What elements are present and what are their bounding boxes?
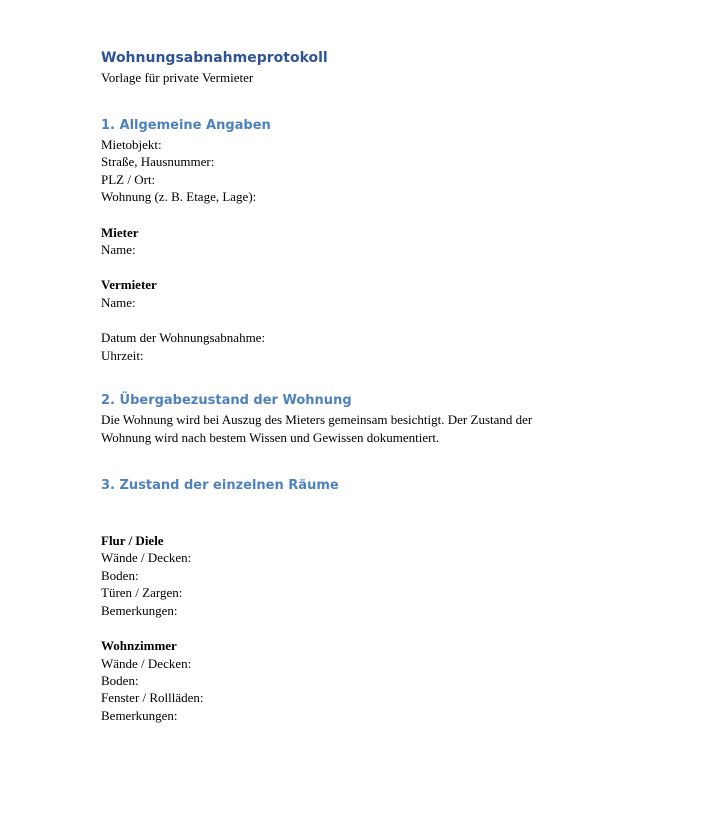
section-2-heading: 2. Übergabezustand der Wohnung	[101, 393, 352, 409]
section-1-heading: 1. Allgemeine Angaben	[101, 118, 271, 133]
document-subtitle: Vorlage für private Vermieter	[101, 70, 254, 85]
landlord-label: Vermieter	[101, 277, 157, 293]
date-field: Datum der Wohnungsabnahme:	[101, 330, 266, 346]
tenant-name-field: Name:	[101, 242, 136, 258]
tenant-label: Mieter	[101, 224, 139, 240]
room-field-remarks: Bemerkungen:	[101, 707, 178, 723]
section-2-text-line-1: Die Wohnung wird bei Auszug des Mieters gemeinsam besichtigt. Der Zustand der	[101, 412, 533, 428]
room-field-walls: Wände / Decken:	[101, 655, 192, 671]
landlord-name-field: Name:	[101, 294, 136, 310]
field-label-mietobjekt: Mietobjekt:	[101, 137, 162, 152]
room-field-windows: Fenster / Rollläden:	[101, 690, 204, 706]
section-3-heading: 3. Zustand der einzelnen Räume	[101, 478, 339, 494]
time-field: Uhrzeit:	[101, 347, 144, 363]
field-label-plz-ort: PLZ / Ort:	[101, 171, 156, 187]
field-label-strasse: Straße, Hausnummer:	[101, 154, 215, 170]
room-field-remarks: Bemerkungen:	[101, 602, 178, 618]
section-2-text-line-2: Wohnung wird nach bestem Wissen und Gewissen dokumentiert.	[101, 430, 440, 446]
room-field-floor: Boden:	[101, 672, 139, 688]
room-field-floor: Boden:	[101, 567, 139, 583]
field-label-wohnung: Wohnung (z. B. Etage, Lage):	[101, 189, 257, 205]
document-title: Wohnungsabnahmeprotokoll	[101, 50, 328, 66]
document-page	[101, 47, 621, 724]
room-field-doors: Türen / Zargen:	[101, 585, 183, 601]
room-name-flur: Flur / Diele	[101, 533, 164, 549]
room-field-walls: Wände / Decken:	[101, 550, 192, 566]
room-name-wohnzimmer: Wohnzimmer	[101, 638, 177, 654]
